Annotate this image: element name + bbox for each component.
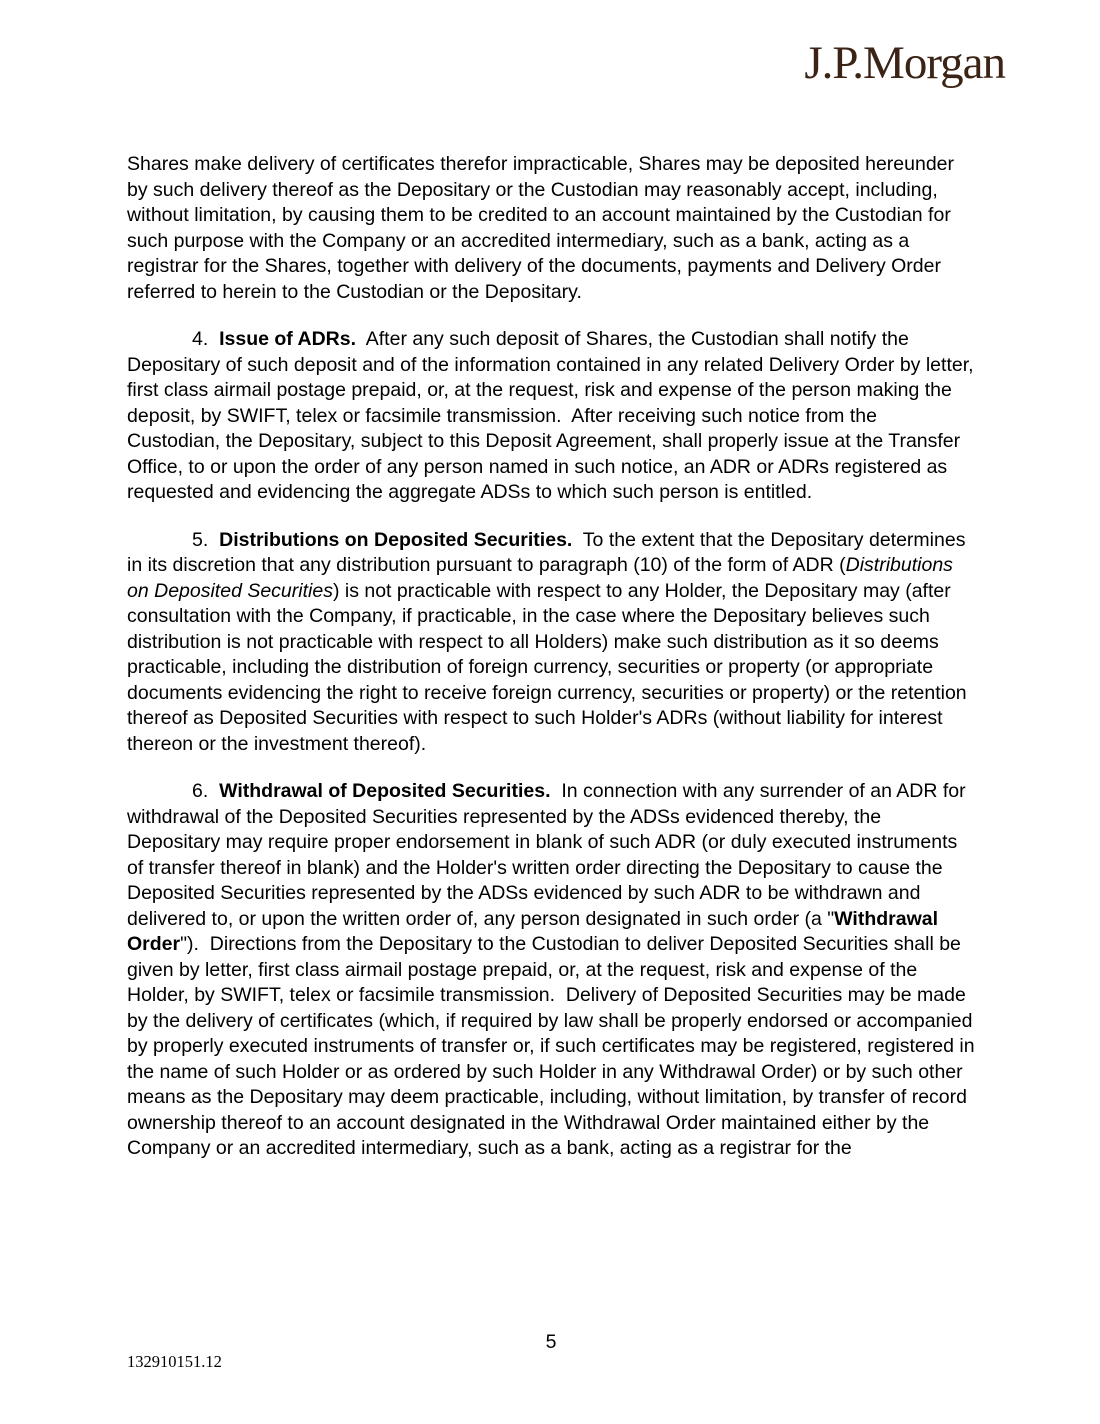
document-body [127, 152, 980, 1184]
document-header [0, 37, 1005, 89]
paragraph [127, 528, 975, 758]
paragraph-italic-run: Distributions on Deposited Securities [127, 554, 959, 602]
paragraph [127, 779, 980, 1162]
paragraph-text-run: "). Directions from the Depositary to the Custodian to deliver Deposited Securities shall be given by letter, first class airmail postage prepaid, or, at the request, risk and expense of the Holder, by SWIFT, telex or facsimile transmission. Delivery of Deposited Securities may be made by the delivery of certificates (which, if required by law shall be properly endorsed or accompanied by properly executed instruments of transfer or, if such certificates may be registered, registered in the name of such Holder or as ordered by such Holder in any Withdrawal Order) or by such other means as the Depositary may deem practicable, including, without limitation, by transfer of record ownership thereof to an account designated in the Withdrawal Order maintained either by the Company or an accredited intermediary, such as a bank, acting as a registrar for the [127, 933, 980, 1159]
paragraph-text-run: ) is not practicable with respect to any Holder, the Depositary may (after consultation with the Company, if practicable, in the case where the Depositary believes such distribution is not practicable with respect to all Holders) make such distribution as it so deems practicable, including the distribution of foreign currency, securities or property (or appropriate documents evidencing the right to receive foreign currency, securities or property) or the retention thereof as Deposited Securities with respect to such Holder's ADRs (without liability for interest thereon or the investment thereof). [127, 579, 973, 755]
paragraph-bold-run: Withdrawal Order [127, 907, 944, 955]
paragraph-text-run: 4. [192, 328, 220, 350]
paragraph-bold-run: Issue of ADRs. [219, 328, 356, 350]
paragraph-text-run: 5. [192, 528, 220, 551]
paragraph-text-run: To the extent that the Depositary determines in its discretion that any distribution pursuant to paragraph (10) of the form of ADR ( [127, 528, 971, 576]
paragraph-bold-run: Withdrawal of Deposited Securities. [219, 780, 551, 802]
paragraph-text-run: Shares make delivery of certificates therefor impracticable, Shares may be deposited hereunder by such delivery thereof as the Depositary or the Custodian may reasonably accept, including, without limitation, by causing them to be credited to an account maintained by the Custodian for such purpose with the Company or an accredited intermediary, such as a bank, acting as a registrar for the Shares, together with delivery of the documents, payments and Delivery Order referred to herein to the Custodian or the Depositary. [127, 153, 960, 303]
paragraph-text-run: In connection with any surrender of an ADR for withdrawal of the Deposited Securities represented by the ADSs evidenced thereby, the Depositary may require proper endorsement in blank of such ADR (or duly executed instruments of transfer thereof in blank) and the Holder's written order directing the Depositary to cause the Deposited Securities represented by the ADSs evidenced by such ADR to be withdrawn and delivered to, or upon the written order of, any person designated in such order (a " [127, 780, 972, 930]
paragraph-bold-run: Distributions on Deposited Securities. [219, 528, 573, 551]
jpmorgan-logo: J.P.Morgan [804, 37, 1005, 89]
paragraph-text-run: After any such deposit of Shares, the Custodian shall notify the Depositary of such deposit and of the information contained in any related Delivery Order by letter, first class airmail postage prepaid, or, at the request, risk and expense of the person making the deposit, by SWIFT, telex or facsimile transmission. After receiving such notice from the Custodian, the Depositary, subject to this Deposit Agreement, shall properly issue at the Transfer Office, to or upon the order of any person named in such notice, an ADR or ADRs registered as requested and evidencing the aggregate ADSs to which such person is entitled. [127, 328, 979, 503]
paragraph [127, 152, 975, 305]
paragraph [127, 327, 979, 506]
paragraph-text-run: 6. [192, 780, 220, 802]
document-id: 132910151.12 [127, 1352, 222, 1371]
page-number: 5 [545, 1331, 557, 1353]
